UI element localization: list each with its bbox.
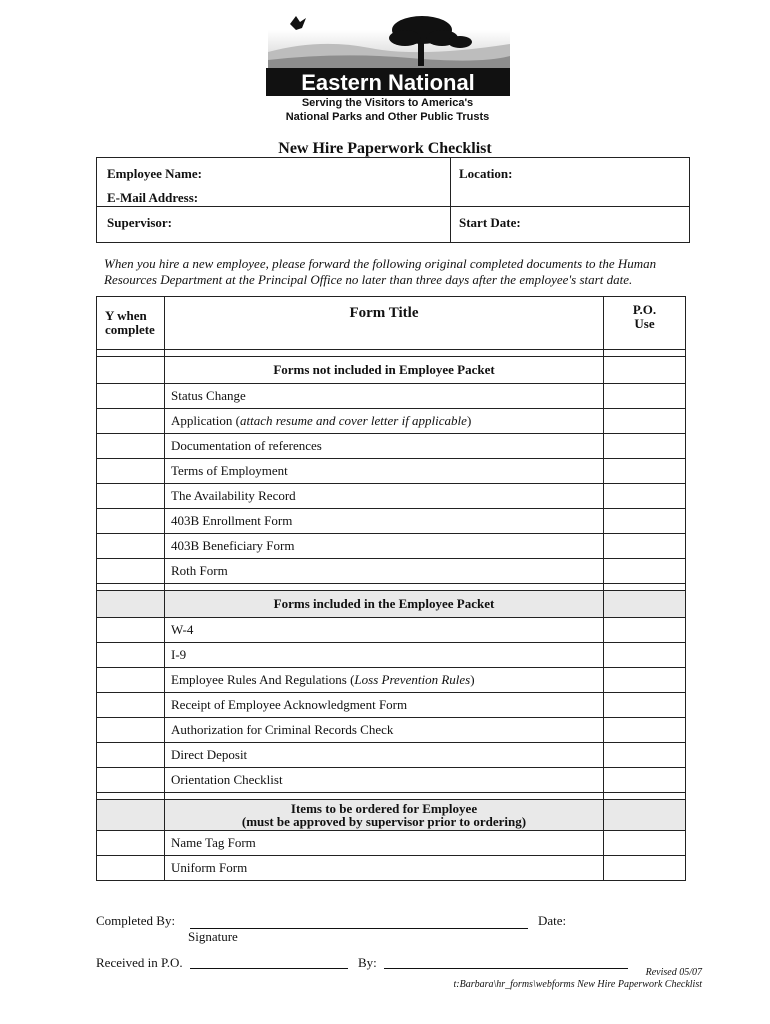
completion-checkbox-cell[interactable] <box>97 409 165 434</box>
form-row <box>97 434 686 459</box>
form-title-cell <box>165 509 604 534</box>
section-title <box>165 357 604 384</box>
completion-checkbox-cell[interactable] <box>97 559 165 584</box>
check-column-header: Y when complete <box>97 297 165 350</box>
completion-checkbox-cell[interactable] <box>97 856 165 881</box>
po-use-cell[interactable] <box>604 559 686 584</box>
spacer-cell <box>97 793 165 800</box>
start-date-label: Start Date: <box>459 215 521 230</box>
form-title-text: Status Change <box>171 388 246 403</box>
po-use-cell[interactable] <box>604 484 686 509</box>
form-title-cell <box>165 434 604 459</box>
table-header-row <box>97 297 686 350</box>
tagline-line-1: Serving the Visitors to America's <box>301 97 474 109</box>
form-title-cell <box>165 409 604 434</box>
form-title-text: Roth Form <box>171 563 228 578</box>
form-title-text: Name Tag Form <box>171 835 256 850</box>
spacer-row <box>97 350 686 357</box>
form-title-text: Documentation of references <box>171 438 322 453</box>
form-title-note: attach resume and cover letter if applicable <box>239 413 467 428</box>
completion-checkbox-cell[interactable] <box>97 718 165 743</box>
form-title-text: I-9 <box>171 647 187 662</box>
po-use-cell[interactable] <box>604 856 686 881</box>
form-title-cell <box>165 534 604 559</box>
employee-name-label: Employee Name: <box>107 166 202 181</box>
form-row <box>97 668 686 693</box>
spacer-row <box>97 584 686 591</box>
signature-caption: Signature <box>188 929 238 944</box>
section-title-text: Forms included in the Employee Packet <box>273 596 495 611</box>
brand-tagline <box>260 96 515 124</box>
completion-checkbox-cell[interactable] <box>97 459 165 484</box>
received-label: Received in P.O. <box>96 955 183 970</box>
form-row <box>97 618 686 643</box>
form-row <box>97 534 686 559</box>
po-use-header: P.O. Use <box>604 297 686 350</box>
received-line[interactable] <box>190 968 348 969</box>
form-title-text: Employee Rules And Regulations ( <box>171 672 355 687</box>
po-use-cell[interactable] <box>604 768 686 793</box>
form-title-text: Uniform Form <box>171 860 248 875</box>
form-title-text: 403B Enrollment Form <box>171 513 293 528</box>
form-title-text: The Availability Record <box>171 488 296 503</box>
po-use-cell[interactable] <box>604 718 686 743</box>
form-row <box>97 384 686 409</box>
po-use-cell[interactable] <box>604 384 686 409</box>
section-subtitle-text: (must be approved by supervisor prior to ordering) <box>241 814 527 829</box>
form-row <box>97 743 686 768</box>
po-use-cell[interactable] <box>604 643 686 668</box>
po-use-cell[interactable] <box>604 668 686 693</box>
section-title <box>165 591 604 618</box>
completion-checkbox-cell[interactable] <box>97 743 165 768</box>
spacer-cell <box>604 793 686 800</box>
po-use-cell[interactable] <box>604 434 686 459</box>
brand-name: Eastern National <box>301 70 475 95</box>
divider <box>450 158 451 242</box>
form-row <box>97 409 686 434</box>
completion-checkbox-cell[interactable] <box>97 668 165 693</box>
form-row <box>97 831 686 856</box>
po-use-cell[interactable] <box>604 509 686 534</box>
completion-checkbox-cell[interactable] <box>97 484 165 509</box>
completion-checkbox-cell[interactable] <box>97 693 165 718</box>
spacer-cell <box>97 350 165 357</box>
form-row <box>97 559 686 584</box>
po-use-cell[interactable] <box>604 409 686 434</box>
completion-checkbox-cell[interactable] <box>97 768 165 793</box>
form-title-text: ) <box>466 413 472 428</box>
form-title-text: Orientation Checklist <box>171 772 283 787</box>
form-title-text: Terms of Employment <box>171 463 288 478</box>
instructions-text: When you hire a new employee, please forward the following original completed documents to the Human Resources Department at the Principal Office no later than three days after the employee's start date. <box>104 256 657 287</box>
form-title-cell <box>165 718 604 743</box>
po-use-cell[interactable] <box>604 534 686 559</box>
form-row <box>97 459 686 484</box>
po-use-cell[interactable] <box>604 831 686 856</box>
section-title-text: Forms not included in Employee Packet <box>273 362 495 377</box>
form-row <box>97 856 686 881</box>
form-title-cell <box>165 693 604 718</box>
section-header-row <box>97 357 686 384</box>
completion-checkbox-cell[interactable] <box>97 534 165 559</box>
form-title-cell <box>165 643 604 668</box>
po-use-cell[interactable] <box>604 618 686 643</box>
form-title-cell <box>165 384 604 409</box>
form-title-cell <box>165 559 604 584</box>
email-label: E-Mail Address: <box>107 190 199 205</box>
check-cell <box>97 800 165 831</box>
form-title-cell <box>165 668 604 693</box>
completed-by-label: Completed By: <box>96 913 176 928</box>
form-title-cell <box>165 768 604 793</box>
section-title <box>165 800 604 831</box>
form-title-note: Loss Prevention Rules <box>354 672 471 687</box>
po-use-cell[interactable] <box>604 743 686 768</box>
po-use-cell[interactable] <box>604 459 686 484</box>
supervisor-label: Supervisor: <box>107 215 172 230</box>
section-title-text: Items to be ordered for Employee <box>290 801 478 816</box>
completion-checkbox-cell[interactable] <box>97 434 165 459</box>
form-title-text: Application ( <box>171 413 240 428</box>
form-title-text: Authorization for Criminal Records Check <box>171 722 394 737</box>
completion-checkbox-cell[interactable] <box>97 643 165 668</box>
completion-checkbox-cell[interactable] <box>97 831 165 856</box>
completion-checkbox-cell[interactable] <box>97 384 165 409</box>
divider <box>97 206 689 207</box>
po-cell <box>604 800 686 831</box>
form-row <box>97 484 686 509</box>
section-header-row <box>97 591 686 618</box>
form-title-text: W-4 <box>171 622 194 637</box>
employee-info-box <box>96 157 690 243</box>
form-title-cell <box>165 484 604 509</box>
document-title: New Hire Paperwork Checklist <box>278 140 492 157</box>
completion-checkbox-cell[interactable] <box>97 618 165 643</box>
revised-note: Revised 05/07 <box>645 967 702 978</box>
form-row <box>97 718 686 743</box>
spacer-cell <box>604 350 686 357</box>
form-title-cell <box>165 743 604 768</box>
signature-line[interactable] <box>190 928 528 929</box>
form-title-text: 403B Beneficiary Form <box>171 538 295 553</box>
date-label: Date: <box>538 913 567 928</box>
section-header-row <box>97 800 686 831</box>
form-title-cell <box>165 856 604 881</box>
spacer-cell <box>165 584 604 591</box>
po-cell <box>604 357 686 384</box>
po-cell <box>604 591 686 618</box>
by-label: By: <box>358 955 377 970</box>
spacer-cell <box>604 584 686 591</box>
form-title-text: Receipt of Employee Acknowledgment Form <box>171 697 408 712</box>
form-title-cell <box>165 459 604 484</box>
file-path-note: t:Barbara\hr_forms\webforms New Hire Paperwork Checklist <box>453 979 702 990</box>
completion-checkbox-cell[interactable] <box>97 509 165 534</box>
spacer-cell <box>165 793 604 800</box>
check-cell <box>97 591 165 618</box>
form-title-text: ) <box>470 672 475 687</box>
form-row <box>97 768 686 793</box>
form-row <box>97 693 686 718</box>
form-title-header: Form Title <box>165 297 604 350</box>
form-title-text: Direct Deposit <box>171 747 248 762</box>
form-row <box>97 643 686 668</box>
form-title-cell <box>165 831 604 856</box>
form-title-cell <box>165 618 604 643</box>
spacer-row <box>97 793 686 800</box>
spacer-cell <box>165 350 604 357</box>
po-use-cell[interactable] <box>604 693 686 718</box>
spacer-cell <box>97 584 165 591</box>
checklist-table <box>96 296 686 881</box>
form-row <box>97 509 686 534</box>
check-cell <box>97 357 165 384</box>
tagline-line-2: National Parks and Other Public Trusts <box>285 111 490 123</box>
location-label: Location: <box>459 166 513 181</box>
